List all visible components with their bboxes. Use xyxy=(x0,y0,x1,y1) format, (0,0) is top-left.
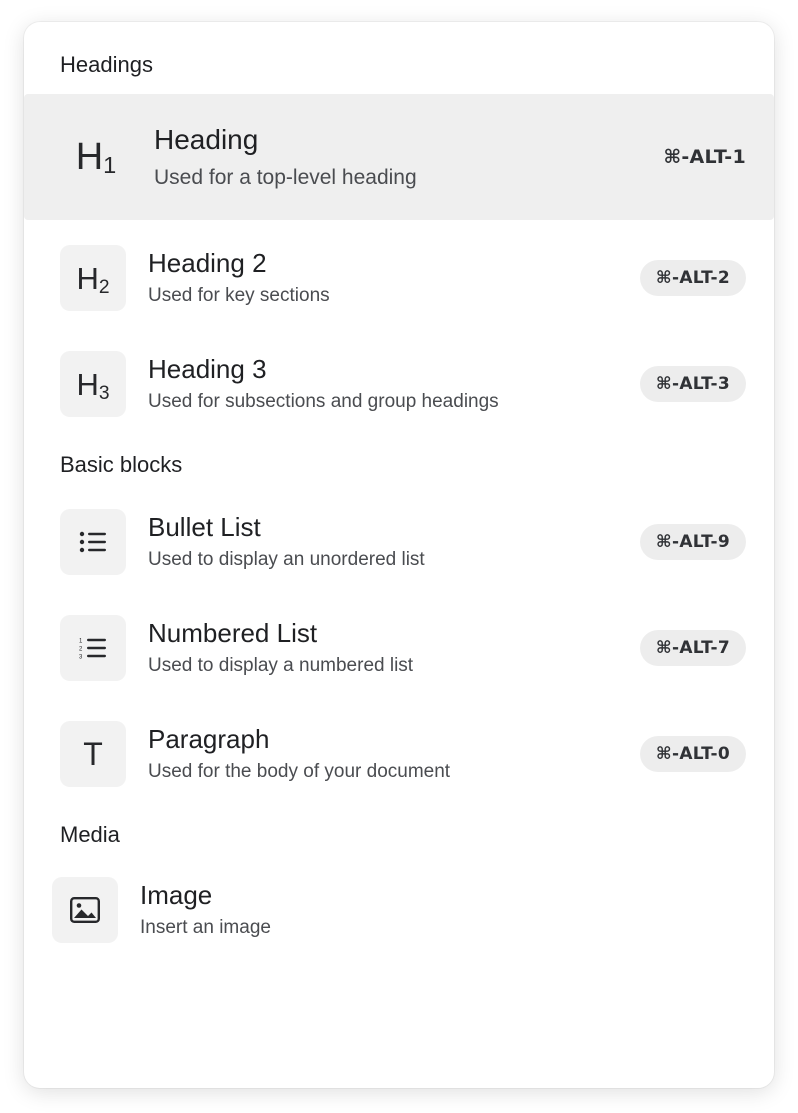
heading-3-icon-level: 3 xyxy=(98,382,110,404)
menu-item-title: Heading 2 xyxy=(148,247,267,278)
block-type-menu xyxy=(24,22,774,1088)
menu-item-numbered-list[interactable] xyxy=(24,600,774,696)
menu-item-title: Numbered List xyxy=(148,617,318,648)
numbered-list-icon xyxy=(60,615,126,681)
menu-item-title: Image xyxy=(140,879,213,910)
menu-item-shortcut: ⌘-ALT-9 xyxy=(640,524,746,560)
menu-item-text xyxy=(126,249,640,308)
group-label-media: Media xyxy=(60,822,120,847)
image-icon xyxy=(52,877,118,943)
heading-2-icon xyxy=(60,245,126,311)
svg-text:2: 2 xyxy=(79,646,83,653)
svg-text:3: 3 xyxy=(79,654,83,659)
menu-item-text xyxy=(126,725,640,784)
menu-item-heading[interactable] xyxy=(24,94,774,220)
menu-item-text xyxy=(126,355,640,414)
bullet-list-icon xyxy=(60,509,126,575)
menu-item-heading-3[interactable] xyxy=(24,336,774,432)
menu-item-title: Heading xyxy=(154,123,259,155)
menu-item-description: Used to display a numbered list xyxy=(148,654,414,676)
menu-item-paragraph[interactable] xyxy=(24,706,774,802)
menu-item-shortcut: ⌘-ALT-0 xyxy=(640,736,746,772)
heading-3-icon-letter: H xyxy=(76,366,99,402)
menu-item-text xyxy=(118,881,746,940)
menu-item-shortcut: ⌘-ALT-7 xyxy=(640,630,746,666)
menu-item-title: Paragraph xyxy=(148,723,270,754)
heading-3-icon xyxy=(60,351,126,417)
heading-1-icon xyxy=(60,121,132,193)
menu-item-description: Used for the body of your document xyxy=(148,760,451,782)
menu-item-shortcut: ⌘-ALT-2 xyxy=(640,260,746,296)
menu-item-bullet-list[interactable] xyxy=(24,494,774,590)
menu-item-title: Heading 3 xyxy=(148,353,267,384)
heading-2-icon-letter: H xyxy=(76,260,99,296)
menu-item-description: Insert an image xyxy=(140,916,271,938)
menu-item-description: Used to display an unordered list xyxy=(148,548,425,570)
menu-item-text xyxy=(126,619,640,678)
heading-1-icon-letter: H xyxy=(75,136,104,178)
menu-item-description: Used for subsections and group headings xyxy=(148,390,499,412)
menu-item-description: Used for key sections xyxy=(148,284,330,306)
menu-item-text xyxy=(126,513,640,572)
menu-item-heading-2[interactable] xyxy=(24,230,774,326)
paragraph-icon xyxy=(60,721,126,787)
paragraph-icon-letter: T xyxy=(83,736,103,772)
menu-item-shortcut: ⌘-ALT-3 xyxy=(640,366,746,402)
menu-item-image[interactable] xyxy=(24,862,774,958)
group-label-headings: Headings xyxy=(60,52,153,77)
menu-item-description: Used for a top-level heading xyxy=(154,166,417,189)
svg-text:1: 1 xyxy=(79,638,83,645)
menu-item-title: Bullet List xyxy=(148,511,261,542)
heading-1-icon-level: 1 xyxy=(103,152,117,178)
heading-2-icon-level: 2 xyxy=(98,276,110,298)
menu-item-text xyxy=(132,124,663,190)
menu-item-shortcut: ⌘-ALT-1 xyxy=(663,146,746,168)
group-label-basic-blocks: Basic blocks xyxy=(60,452,183,477)
